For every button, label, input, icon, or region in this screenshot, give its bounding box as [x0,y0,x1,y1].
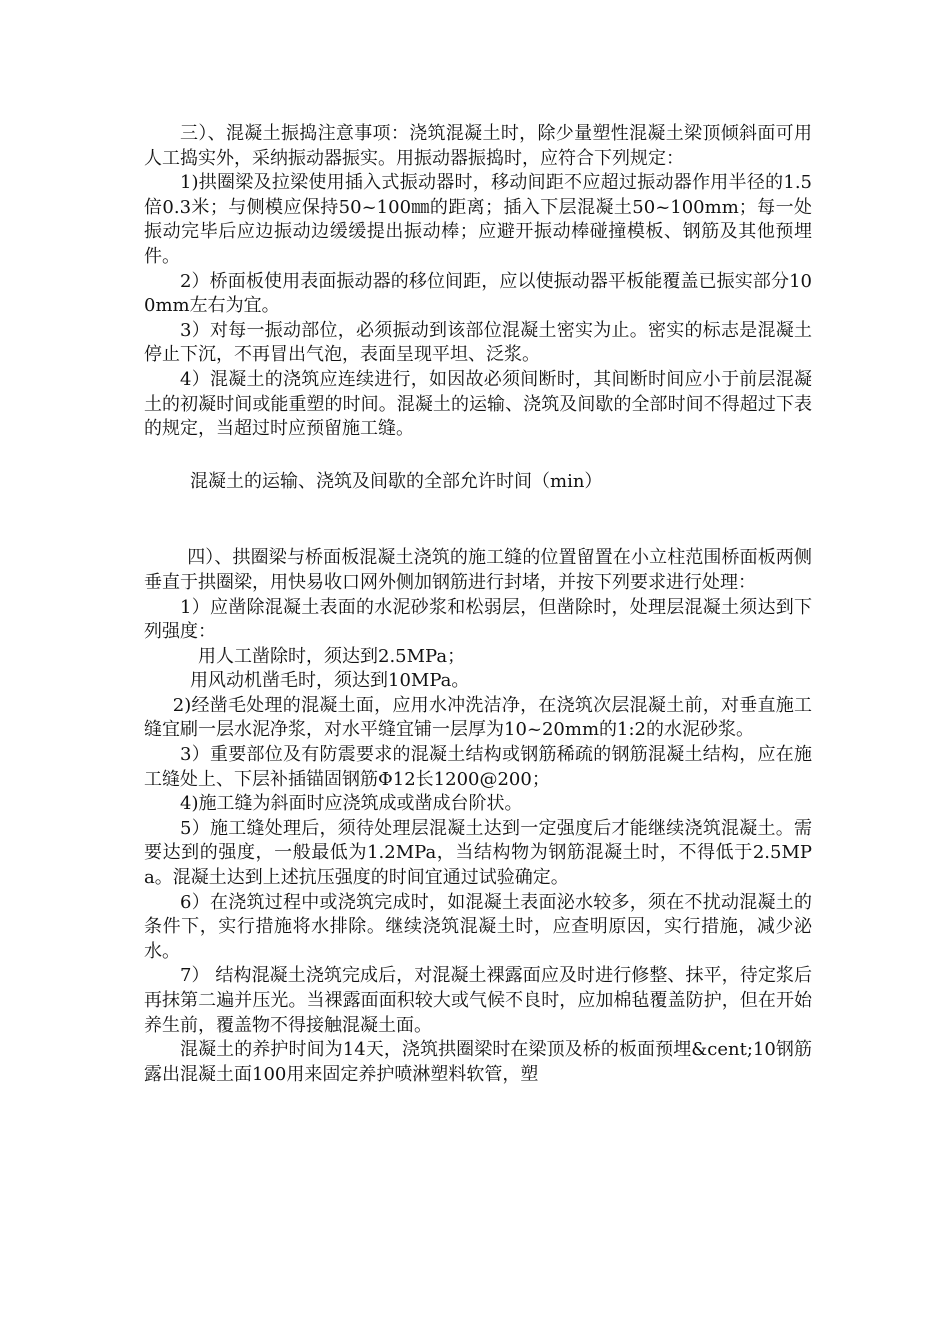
paragraph-s4-item7: 7） 结构混凝土浇筑完成后，对混凝土裸露面应及时进行修整、抹平，待定浆后再抹第二遍并压光。当裸露面面积较大或气候不良时，应加棉毡覆盖防护，但在开始养生前，覆盖物不得接触混凝土面。 [144,965,812,1036]
paragraph-item2-surface-vibrator: 2）桥面板使用表面振动器的移位间距，应以使振动器平板能覆盖已振实部分100mm左右为宜。 [144,270,812,317]
paragraph-s4-item3: 3）重要部位及有防震要求的混凝土结构或钢筋稀疏的钢筋混凝土结构，应在施工缝处上、下层补插锚固钢筋Φ12长1200@200； [144,744,812,790]
paragraph-section4-intro: 四）、拱圈梁与桥面板混凝土浇筑的施工缝的位置留置在小立柱范围桥面板两侧垂直于拱圈梁，用快易收口网外侧加钢筋进行封堵，并按下列要求进行处理： [144,547,812,593]
paragraph-s4-item1: 1）应凿除混凝土表面的水泥砂浆和松弱层，但凿除时，处理层混凝土须达到下列强度： [144,596,812,643]
document-body [144,122,812,1087]
paragraph-item1-vibrator: 1)拱圈梁及拉梁使用插入式振动器时，移动间距不应超过振动器作用半径的1.5倍0.3米；与侧模应保持50~100㎜的距离；插入下层混凝土50~100mm；每一处振动完毕后应边振动边缓缓提出振动棒；应避开振动棒碰撞模板、钢筋及其他预埋件。 [144,172,812,267]
paragraph-section3-intro: 三）、混凝土振捣注意事项：浇筑混凝土时，除少量塑性混凝土梁顶倾斜面可用人工捣实外，采纳振动器振实。用振动器振捣时，应符合下列规定： [144,123,812,169]
table-title: 混凝土的运输、浇筑及间歇的全部允许时间（min） [190,470,603,492]
paragraph-s4-item1a: 用人工凿除时，须达到2.5MPa； [198,645,466,667]
paragraph-item3-vibration: 3）对每一振动部位，必须振动到该部位混凝土密实为止。密实的标志是混凝土停止下沉，不再冒出气泡，表面呈现平坦、泛浆。 [144,319,812,366]
paragraph-s4-item5: 5）施工缝处理后，须待处理层混凝土达到一定强度后才能继续浇筑混凝土。需要达到的强度，一般最低为1.2MPa，当结构物为钢筋混凝土时，不得低于2.5MPa。混凝土达到上述抗压强度的时间宜通过试验确定。 [144,817,812,889]
spacer [144,494,812,546]
paragraph-curing: 混凝土的养护时间为14天，浇筑拱圈梁时在梁顶及桥的板面预埋&cent;10钢筋露出混凝土面100用来固定养护喷淋塑料软管，塑 [144,1039,812,1085]
paragraph-s4-item2: 2)经凿毛处理的混凝土面，应用水冲洗洁净，在浇筑次层混凝土前，对垂直施工缝宜刷一层水泥净浆，对水平缝宜铺一层厚为10~20mm的1:2的水泥砂浆。 [144,694,812,741]
paragraph-s4-item6: 6）在浇筑过程中或浇筑完成时，如混凝土表面泌水较多，须在不扰动混凝土的条件下，实行措施将水排除。继续浇筑混凝土时，应查明原因，实行措施，减少泌水。 [144,891,812,962]
spacer [144,442,812,470]
paragraph-s4-item1b: 用风动机凿毛时，须达到10MPa。 [190,670,470,692]
paragraph-s4-item4: 4)施工缝为斜面时应浇筑成或凿成台阶状。 [180,793,523,815]
paragraph-item4-continuous: 4）混凝土的浇筑应连续进行，如因故必须间断时，其间断时间应小于前层混凝土的初凝时间或能重塑的时间。混凝土的运输、浇筑及间歇的全部时间不得超过下表的规定，当超过时应预留施工缝。 [144,368,812,440]
